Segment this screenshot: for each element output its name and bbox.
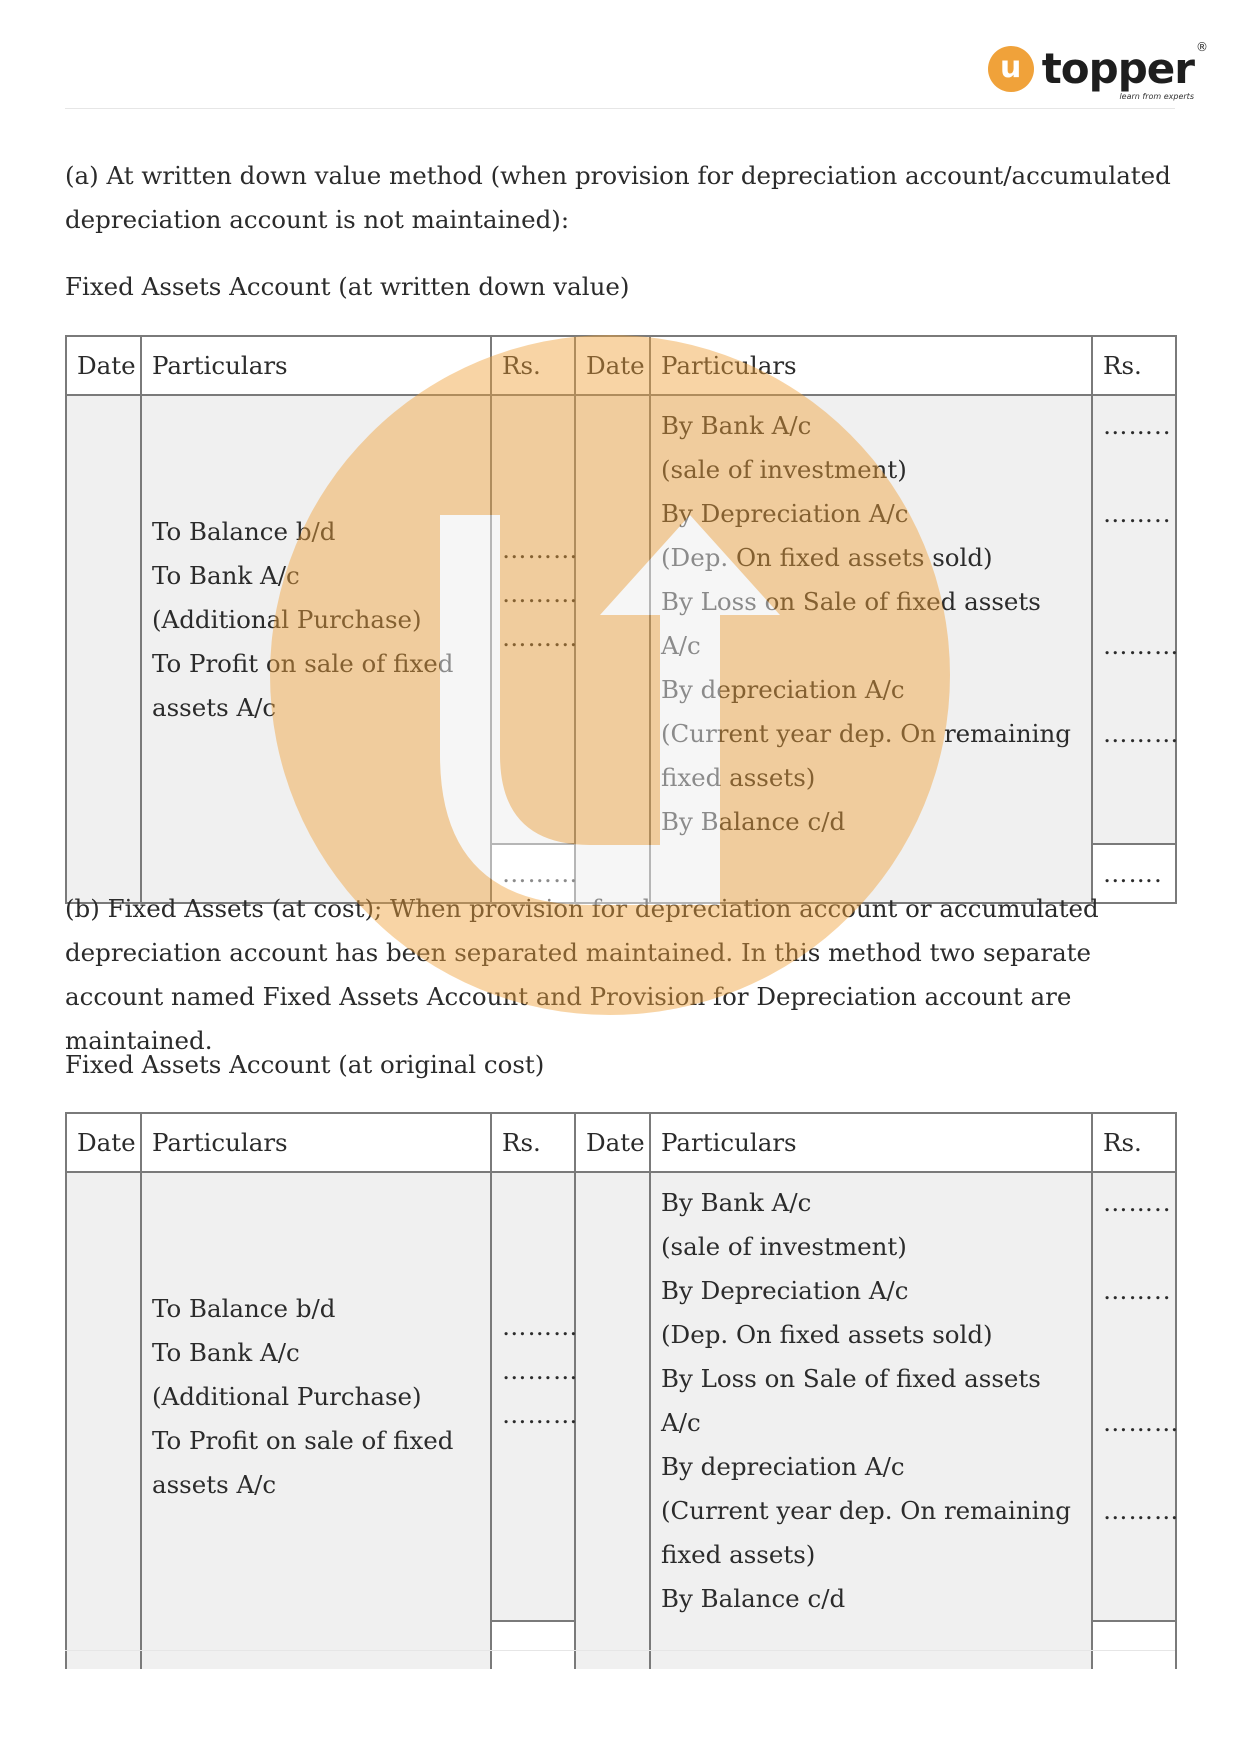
bottom-particulars-credit — [650, 1621, 1092, 1669]
credit-amount-cell — [1092, 1172, 1180, 1621]
debit-entry: assets A/c — [152, 693, 277, 722]
credit-entry: (Dep. On fixed assets sold) — [661, 543, 993, 572]
credit-entry: By depreciation A/c — [661, 675, 905, 704]
debit-amount: ……… — [502, 1356, 579, 1385]
credit-amount: …….. — [1103, 1276, 1172, 1305]
credit-entry: (Dep. On fixed assets sold) — [661, 1320, 993, 1349]
header-date-credit: Date — [575, 1113, 650, 1172]
debit-amount: ……… — [502, 1400, 579, 1429]
section-b-caption: Fixed Assets Account (at original cost) — [65, 1050, 545, 1079]
credit-entry: fixed assets) — [661, 1540, 816, 1569]
header-particulars-debit: Particulars — [141, 336, 491, 395]
credit-amount — [1093, 1225, 1175, 1269]
debit-particulars-cell — [141, 1172, 491, 1621]
credit-amount: ……… — [1103, 1496, 1180, 1525]
debit-entry: To Bank A/c — [152, 561, 300, 590]
header-rs-credit: Rs. — [1092, 1113, 1176, 1172]
section-a-caption: Fixed Assets Account (at written down value) — [65, 272, 630, 301]
header-particulars-debit: Particulars — [141, 1113, 491, 1172]
header-date-credit: Date — [575, 336, 650, 395]
total-debit-amount: ……… — [502, 858, 579, 888]
debit-entry: To Balance b/d — [152, 517, 336, 546]
wdv-ledger-table — [65, 335, 1180, 904]
debit-entry: To Balance b/d — [152, 1294, 336, 1323]
logo-text: topper — [1041, 44, 1194, 93]
header-divider — [65, 108, 1175, 109]
credit-date-cell — [575, 395, 650, 844]
table-body-row — [66, 395, 1176, 844]
total-credit-amount: ……. — [1103, 858, 1163, 888]
debit-amount: ……… — [502, 1312, 579, 1341]
credit-entry: By Bank A/c — [661, 1188, 812, 1217]
credit-amount: ……… — [1103, 719, 1180, 748]
credit-particulars-cell — [650, 395, 1092, 844]
credit-amount: ……… — [1103, 1408, 1180, 1437]
credit-amount — [1093, 1313, 1175, 1357]
footer-divider — [65, 1650, 1175, 1651]
credit-entry: By Balance c/d — [661, 1584, 846, 1613]
credit-entry: (Current year dep. On remaining — [661, 1496, 1071, 1525]
table-header-row — [66, 1113, 1176, 1172]
debit-entry: (Additional Purchase) — [152, 1382, 422, 1411]
credit-entry: By Balance c/d — [661, 807, 846, 836]
credit-entry: By Depreciation A/c — [661, 1276, 909, 1305]
section-a-intro: (a) At written down value method (when provision for depreciation account/accumulated depreciation account is not maintained): — [65, 161, 1171, 234]
credit-particulars-cell — [650, 1172, 1092, 1621]
topper-logo — [988, 40, 1208, 101]
bottom-date-debit — [66, 1621, 141, 1669]
debit-amount-cell — [491, 395, 579, 844]
credit-amount — [1093, 580, 1175, 624]
credit-entry: fixed assets) — [661, 763, 816, 792]
table-header-row — [66, 336, 1176, 395]
credit-date-cell — [575, 1172, 650, 1621]
credit-amount — [1093, 1357, 1175, 1401]
table-body-row — [66, 1172, 1176, 1621]
header-particulars-credit: Particulars — [650, 336, 1092, 395]
debit-entry: To Bank A/c — [152, 1338, 300, 1367]
cost-ledger-table — [65, 1112, 1180, 1669]
credit-amount: …….. — [1103, 1188, 1172, 1217]
debit-amount: ……… — [502, 623, 579, 652]
bottom-date-credit — [575, 1621, 650, 1669]
credit-entry: By Loss on Sale of fixed assets A/c — [661, 1364, 1041, 1437]
debit-amount-cell — [491, 1172, 579, 1621]
header-particulars-credit: Particulars — [650, 1113, 1092, 1172]
header-date-debit: Date — [66, 336, 141, 395]
bottom-particulars-debit — [141, 1621, 491, 1669]
header-rs-debit: Rs. — [491, 1113, 575, 1172]
debit-date-cell — [66, 395, 141, 844]
credit-entry: By Loss on Sale of fixed assets A/c — [661, 587, 1041, 660]
debit-date-cell — [66, 1172, 141, 1621]
header-rs-credit: Rs. — [1092, 336, 1176, 395]
credit-amount-cell — [1092, 395, 1180, 844]
credit-entry: By depreciation A/c — [661, 1452, 905, 1481]
logo-badge-icon: u — [988, 46, 1034, 92]
credit-amount: ……… — [1103, 631, 1180, 660]
credit-entry: (sale of investment) — [661, 1232, 907, 1261]
credit-amount — [1093, 1445, 1175, 1489]
credit-entry: (sale of investment) — [661, 455, 907, 484]
header-date-debit: Date — [66, 1113, 141, 1172]
credit-amount — [1093, 668, 1175, 712]
debit-entry: (Additional Purchase) — [152, 605, 422, 634]
credit-amount — [1093, 448, 1175, 492]
debit-amount: ……… — [502, 579, 579, 608]
credit-amount: …….. — [1103, 411, 1172, 440]
debit-entry: To Profit on sale of fixed — [152, 649, 454, 678]
debit-particulars-cell — [141, 395, 491, 844]
bottom-credit-cell — [1092, 1621, 1176, 1669]
credit-entry: By Depreciation A/c — [661, 499, 909, 528]
debit-amount: ……… — [502, 535, 579, 564]
debit-entry: To Profit on sale of fixed — [152, 1426, 454, 1455]
credit-entry: By Bank A/c — [661, 411, 812, 440]
credit-amount: …….. — [1103, 499, 1172, 528]
bottom-debit-cell — [491, 1621, 575, 1669]
logo-tagline: learn from experts — [1119, 92, 1194, 101]
logo-registered-mark: ® — [1196, 40, 1208, 54]
debit-entry: assets A/c — [152, 1470, 277, 1499]
table-bottom-row — [66, 1621, 1176, 1669]
header-rs-debit: Rs. — [491, 336, 575, 395]
section-b-intro: (b) Fixed Assets (at cost); When provision for depreciation account or accumulated depreciation account has been separated maintained. In this method two separate account named Fixed Assets Account and Provision for Depreciation account are maintained. — [65, 894, 1099, 1055]
credit-amount — [1093, 536, 1175, 580]
credit-entry: (Current year dep. On remaining — [661, 719, 1071, 748]
